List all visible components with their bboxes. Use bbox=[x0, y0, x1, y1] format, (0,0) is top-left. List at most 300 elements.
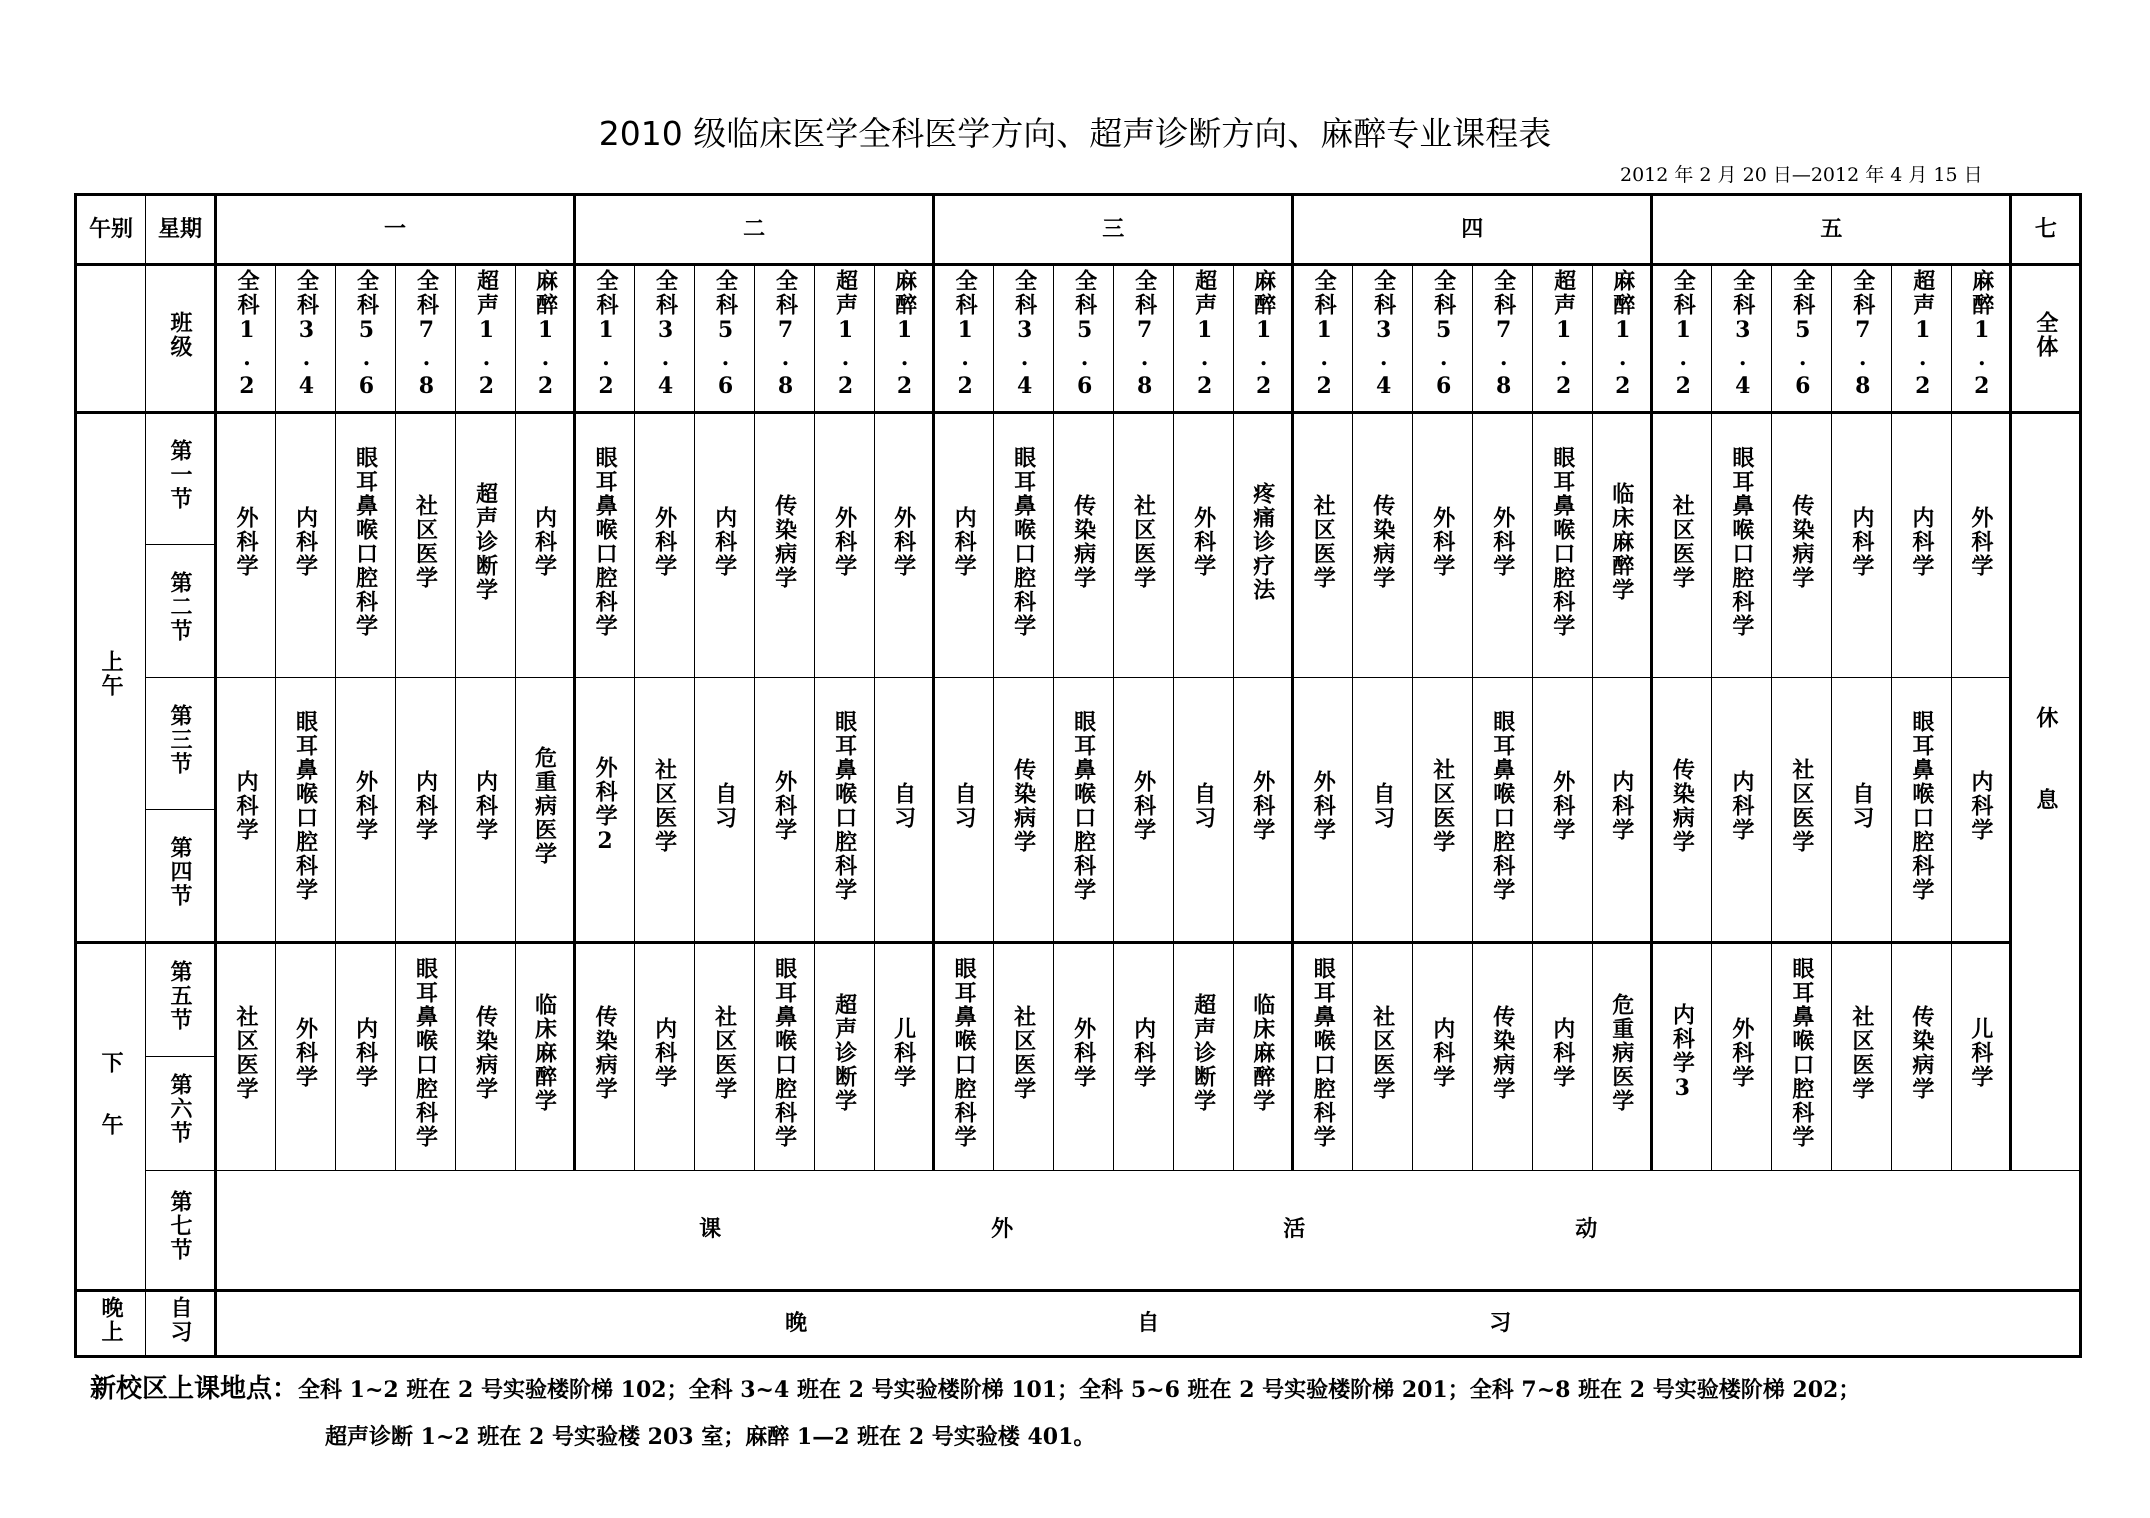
course-cell bbox=[216, 942, 276, 1170]
header-banji-text: 班级 bbox=[167, 310, 193, 359]
course-cell-text: 社区医学 bbox=[1130, 493, 1157, 590]
course-cell bbox=[1174, 412, 1234, 677]
course-cell-text: 儿科学 bbox=[1967, 1017, 1994, 1089]
class-header-text: 全科7.8 bbox=[1490, 268, 1517, 401]
class-header-text: 全科7.8 bbox=[772, 268, 799, 401]
day-header bbox=[934, 195, 1293, 265]
course-cell-text: 外科学 bbox=[651, 505, 678, 578]
course-cell-text: 外科学 bbox=[1070, 1017, 1097, 1089]
course-cell-text: 超声诊断学 bbox=[472, 481, 499, 602]
class-header bbox=[635, 265, 695, 413]
course-cell bbox=[1413, 942, 1473, 1170]
class-header-text: 全科5.6 bbox=[712, 268, 739, 401]
course-cell bbox=[276, 412, 336, 677]
course-cell-text: 社区医学 bbox=[1369, 1005, 1396, 1101]
period-6 bbox=[146, 1056, 216, 1170]
course-cell-text: 自习 bbox=[1848, 781, 1875, 830]
course-cell-text: 外科学 bbox=[1130, 769, 1157, 842]
course-cell bbox=[456, 412, 516, 677]
course-cell bbox=[1054, 677, 1114, 942]
class-header-text: 超声1.2 bbox=[1191, 268, 1218, 401]
class-header-text: 全科5.6 bbox=[1430, 268, 1457, 401]
class-header-text: 全科3.4 bbox=[1011, 268, 1038, 401]
period-2 bbox=[146, 545, 216, 678]
course-cell bbox=[1652, 412, 1712, 677]
day-header bbox=[1652, 195, 2011, 265]
course-cell-text: 传染病学 bbox=[771, 493, 798, 590]
course-cell-text: 儿科学 bbox=[890, 1017, 917, 1089]
class-header bbox=[1234, 265, 1293, 413]
class-header bbox=[1772, 265, 1832, 413]
page-title: 2010 级临床医学全科医学方向、超声诊断方向、麻醉专业课程表 bbox=[598, 114, 1552, 153]
course-cell bbox=[1114, 677, 1174, 942]
course-cell-text: 传染病学 bbox=[1369, 493, 1396, 590]
course-cell-text: 眼耳鼻喉口腔科学 bbox=[1489, 709, 1516, 902]
course-cell-text: 内科学 bbox=[951, 505, 978, 578]
course-cell-text: 社区医学 bbox=[412, 493, 439, 590]
course-cell-text: 传染病学 bbox=[1669, 757, 1696, 854]
course-cell bbox=[875, 942, 934, 1170]
day-header-text: 四 bbox=[1461, 215, 1484, 242]
course-cell bbox=[336, 677, 396, 942]
course-cell bbox=[396, 412, 456, 677]
course-cell bbox=[1473, 412, 1533, 677]
course-cell bbox=[1892, 412, 1952, 677]
course-cell-text: 自习 bbox=[1190, 781, 1217, 830]
day-header bbox=[1293, 195, 1652, 265]
course-cell-text: 内科学 bbox=[1608, 769, 1635, 842]
class-header bbox=[1413, 265, 1473, 413]
course-cell bbox=[396, 942, 456, 1170]
evening-zixi bbox=[146, 1290, 216, 1356]
day-header-text: 一 bbox=[384, 215, 407, 242]
class-header-all bbox=[2011, 265, 2081, 413]
course-cell bbox=[875, 412, 934, 677]
class-header-text: 超声1.2 bbox=[1550, 268, 1577, 401]
location-note-line1 bbox=[90, 1368, 1860, 1405]
course-cell bbox=[1952, 677, 2011, 942]
course-cell bbox=[994, 677, 1054, 942]
course-cell-text: 社区医学 bbox=[1848, 1005, 1875, 1101]
course-cell bbox=[1593, 942, 1652, 1170]
course-cell-text: 眼耳鼻喉口腔科学 bbox=[1010, 445, 1037, 638]
course-cell bbox=[755, 677, 815, 942]
course-cell bbox=[1234, 677, 1293, 942]
course-cell bbox=[1712, 677, 1772, 942]
course-cell bbox=[1772, 412, 1832, 677]
course-cell-text: 社区医学 bbox=[1010, 1005, 1037, 1101]
class-header-text: 麻醉1.2 bbox=[532, 268, 559, 401]
course-cell-text: 眼耳鼻喉口腔科学 bbox=[951, 957, 978, 1149]
class-header-text: 全科5.6 bbox=[1071, 268, 1098, 401]
course-cell-text: 自习 bbox=[711, 781, 738, 830]
date-range: 2012 年 2 月 20 日—2012 年 4 月 15 日 bbox=[1620, 164, 1983, 186]
course-cell bbox=[695, 677, 755, 942]
course-cell-text: 内科学 bbox=[531, 505, 558, 578]
class-header-text: 全科1.2 bbox=[1311, 268, 1338, 401]
course-cell-text: 社区医学 bbox=[711, 1005, 738, 1101]
course-cell bbox=[456, 677, 516, 942]
header-blank bbox=[76, 265, 146, 413]
course-cell-text: 眼耳鼻喉口腔科学 bbox=[831, 709, 858, 902]
session-pm bbox=[76, 942, 146, 1290]
session-pm-text: 下午 bbox=[98, 1050, 124, 1175]
course-cell-text: 眼耳鼻喉口腔科学 bbox=[412, 957, 439, 1149]
course-cell-text: 外科学 bbox=[1728, 1017, 1755, 1089]
course-cell bbox=[336, 412, 396, 677]
period-3 bbox=[146, 677, 216, 810]
course-cell-text: 内科学 bbox=[1549, 1017, 1576, 1089]
course-cell-text: 社区医学 bbox=[1310, 493, 1337, 590]
course-cell-text: 外科学 bbox=[771, 769, 798, 842]
course-cell bbox=[1353, 677, 1413, 942]
header-banji bbox=[146, 265, 216, 413]
course-cell bbox=[1054, 942, 1114, 1170]
course-cell-text: 内科学 bbox=[1967, 769, 1994, 842]
course-cell bbox=[336, 942, 396, 1170]
class-header-text: 全科5.6 bbox=[353, 268, 380, 401]
class-header bbox=[1593, 265, 1652, 413]
class-header-all-text: 全体 bbox=[2032, 310, 2059, 359]
course-cell-text: 危重病医学 bbox=[1608, 993, 1635, 1113]
course-cell bbox=[1114, 412, 1174, 677]
course-cell bbox=[216, 412, 276, 677]
class-header-text: 全科7.8 bbox=[1131, 268, 1158, 401]
course-cell-text: 内科学 bbox=[651, 1017, 678, 1089]
course-cell bbox=[1772, 942, 1832, 1170]
course-cell-text: 社区医学 bbox=[1669, 493, 1696, 590]
session-am bbox=[76, 412, 146, 942]
period-1-text: 第一节 bbox=[167, 439, 193, 512]
course-cell-text: 传染病学 bbox=[592, 1005, 619, 1101]
course-cell-text: 眼耳鼻喉口腔科学 bbox=[292, 709, 319, 902]
course-cell-text: 内科学 bbox=[352, 1017, 379, 1089]
course-cell bbox=[934, 677, 994, 942]
course-cell bbox=[875, 677, 934, 942]
course-cell bbox=[1174, 942, 1234, 1170]
session-evening bbox=[76, 1290, 146, 1356]
course-cell-text: 外科学 bbox=[890, 505, 917, 578]
class-header-text: 全科5.6 bbox=[1789, 268, 1816, 401]
activity-char: 课 bbox=[699, 1215, 722, 1242]
class-header bbox=[216, 265, 276, 413]
course-cell-text: 内科学 bbox=[233, 769, 259, 842]
course-cell bbox=[755, 942, 815, 1170]
class-header bbox=[695, 265, 755, 413]
course-cell-text: 内科学 bbox=[412, 769, 439, 842]
course-cell bbox=[1533, 412, 1593, 677]
course-cell-text: 传染病学 bbox=[1010, 757, 1037, 854]
course-cell-text: 内科学 bbox=[1848, 505, 1875, 578]
class-header bbox=[336, 265, 396, 413]
course-cell bbox=[396, 677, 456, 942]
course-cell bbox=[1293, 677, 1353, 942]
period-4-text: 第四节 bbox=[167, 835, 193, 908]
course-cell-text: 眼耳鼻喉口腔科学 bbox=[1788, 957, 1815, 1149]
course-cell-text: 外科学 bbox=[1310, 769, 1337, 842]
course-cell bbox=[635, 942, 695, 1170]
course-cell bbox=[695, 412, 755, 677]
class-header-text: 全科1.2 bbox=[233, 268, 260, 401]
course-cell-text: 内科学 bbox=[292, 505, 319, 578]
evening-char: 晚 bbox=[785, 1309, 808, 1336]
class-header bbox=[1533, 265, 1593, 413]
header-wubie bbox=[76, 195, 146, 265]
course-cell-text: 外科学 bbox=[1967, 505, 1994, 578]
course-cell-text: 眼耳鼻喉口腔科学 bbox=[352, 445, 379, 638]
course-cell-text: 内科学 bbox=[1429, 1017, 1456, 1089]
class-header bbox=[276, 265, 336, 413]
evening-char: 自 bbox=[1137, 1309, 1160, 1336]
course-cell bbox=[1652, 677, 1712, 942]
course-cell-text: 传染病学 bbox=[472, 1005, 499, 1101]
course-cell bbox=[1533, 677, 1593, 942]
course-cell bbox=[1473, 677, 1533, 942]
class-header bbox=[1652, 265, 1712, 413]
course-cell bbox=[815, 942, 875, 1170]
course-cell bbox=[216, 677, 276, 942]
day-header bbox=[216, 195, 575, 265]
course-cell bbox=[516, 942, 575, 1170]
activity-cell bbox=[216, 1170, 2081, 1290]
day-header-7-text: 七 bbox=[2034, 215, 2057, 242]
course-cell-text: 超声诊断学 bbox=[831, 993, 858, 1113]
course-cell-text: 眼耳鼻喉口腔科学 bbox=[1070, 709, 1097, 902]
location-note-text: 全科 1~2 班在 2 号实验楼阶梯 102；全科 3~4 班在 2 号实验楼阶梯 101；全科 5~6 班在 2 号实验楼阶梯 201；全科 7~8 班在 2 号实验楼阶梯 202； bbox=[298, 1377, 1861, 1403]
course-cell-text: 自习 bbox=[951, 781, 978, 830]
location-note-line2: 超声诊断 1~2 班在 2 号实验楼 203 室；麻醉 1—2 班在 2 号实验楼 401。 bbox=[325, 1424, 1096, 1450]
course-cell-text: 临床麻醉学 bbox=[1249, 993, 1276, 1113]
header-wubie-text: 午别 bbox=[88, 216, 133, 243]
course-cell-text: 眼耳鼻喉口腔科学 bbox=[592, 445, 619, 638]
course-cell bbox=[1593, 412, 1652, 677]
class-header-text: 超声1.2 bbox=[1909, 268, 1936, 401]
course-cell bbox=[1293, 942, 1353, 1170]
course-cell-text: 内科学 bbox=[1728, 769, 1755, 842]
header-xingqi bbox=[146, 195, 216, 265]
course-cell-text: 传染病学 bbox=[1788, 493, 1815, 590]
class-header bbox=[516, 265, 575, 413]
course-cell bbox=[1952, 942, 2011, 1170]
period-4 bbox=[146, 810, 216, 943]
period-6-text: 第六节 bbox=[167, 1073, 193, 1146]
class-header-text: 全科3.4 bbox=[1729, 268, 1756, 401]
course-cell bbox=[1413, 412, 1473, 677]
period-5-text: 第五节 bbox=[167, 960, 193, 1033]
class-header bbox=[396, 265, 456, 413]
class-header bbox=[1952, 265, 2011, 413]
activity-char: 活 bbox=[1283, 1215, 1306, 1242]
evening-cell bbox=[216, 1290, 2081, 1356]
class-header-text: 麻醉1.2 bbox=[1609, 268, 1636, 401]
course-cell bbox=[934, 942, 994, 1170]
course-cell bbox=[695, 942, 755, 1170]
period-1 bbox=[146, 412, 216, 545]
course-cell bbox=[1234, 412, 1293, 677]
course-cell bbox=[1772, 677, 1832, 942]
course-cell bbox=[575, 942, 635, 1170]
class-header bbox=[456, 265, 516, 413]
course-cell bbox=[1234, 942, 1293, 1170]
course-cell bbox=[1413, 677, 1473, 942]
class-header bbox=[994, 265, 1054, 413]
class-header-text: 麻醉1.2 bbox=[1968, 268, 1995, 401]
course-cell-text: 外科学 bbox=[831, 505, 858, 578]
course-cell bbox=[1533, 942, 1593, 1170]
class-header-text: 全科3.4 bbox=[293, 268, 320, 401]
class-header-text: 全科3.4 bbox=[652, 268, 679, 401]
sunday-cell bbox=[2011, 412, 2081, 1170]
activity-char: 动 bbox=[1575, 1215, 1598, 1242]
course-cell bbox=[994, 412, 1054, 677]
course-cell-text: 社区医学 bbox=[1788, 757, 1815, 854]
evening-zixi-text: 自习 bbox=[167, 1295, 193, 1344]
course-cell-text: 外科学 bbox=[1549, 769, 1576, 842]
course-cell-text: 眼耳鼻喉口腔科学 bbox=[1908, 709, 1935, 902]
course-cell bbox=[994, 942, 1054, 1170]
course-cell bbox=[575, 412, 635, 677]
course-cell-text: 自习 bbox=[1369, 781, 1396, 830]
class-header bbox=[1473, 265, 1533, 413]
course-cell bbox=[635, 677, 695, 942]
period-3-text: 第三节 bbox=[167, 703, 193, 776]
course-cell-text: 社区医学 bbox=[651, 757, 678, 854]
course-cell-text: 内科学 bbox=[472, 769, 499, 842]
period-7-text: 第七节 bbox=[167, 1189, 193, 1262]
course-cell-text: 外科学 bbox=[1489, 505, 1516, 578]
course-cell-text: 眼耳鼻喉口腔科学 bbox=[1310, 957, 1337, 1149]
period-7 bbox=[146, 1170, 216, 1290]
course-cell-text: 社区医学 bbox=[1429, 757, 1456, 854]
class-header-text: 麻醉1.2 bbox=[1250, 268, 1277, 401]
class-header bbox=[575, 265, 635, 413]
course-cell bbox=[456, 942, 516, 1170]
session-evening-text: 晚上 bbox=[98, 1295, 124, 1344]
course-cell-text: 内科学3 bbox=[1669, 1003, 1696, 1103]
course-cell-text: 眼耳鼻喉口腔科学 bbox=[1728, 445, 1755, 638]
course-cell-text: 传染病学 bbox=[1908, 1005, 1935, 1101]
class-header-text: 超声1.2 bbox=[473, 268, 500, 401]
timetable bbox=[74, 193, 2082, 1358]
sunday-cell-text: 休息 bbox=[2032, 706, 2059, 870]
course-cell bbox=[1892, 942, 1952, 1170]
header-xingqi-text: 星期 bbox=[157, 216, 202, 243]
evening-char: 习 bbox=[1489, 1309, 1512, 1336]
class-header-text: 全科7.8 bbox=[1849, 268, 1876, 401]
course-cell bbox=[1114, 942, 1174, 1170]
course-cell bbox=[1652, 942, 1712, 1170]
course-cell bbox=[516, 412, 575, 677]
class-header-text: 全科1.2 bbox=[952, 268, 979, 401]
course-cell bbox=[1353, 942, 1413, 1170]
course-cell-text: 传染病学 bbox=[1070, 493, 1097, 590]
period-5 bbox=[146, 942, 216, 1056]
course-cell bbox=[516, 677, 575, 942]
class-header bbox=[1832, 265, 1892, 413]
period-2-text: 第二节 bbox=[167, 571, 193, 644]
course-cell bbox=[1353, 412, 1413, 677]
course-cell-text: 传染病学 bbox=[1489, 1005, 1516, 1101]
course-cell bbox=[1293, 412, 1353, 677]
course-cell bbox=[1712, 412, 1772, 677]
session-am-text: 上午 bbox=[98, 649, 124, 698]
course-cell-text: 外科学 bbox=[1190, 505, 1217, 578]
class-header bbox=[1892, 265, 1952, 413]
course-cell-text: 内科学 bbox=[1130, 1017, 1157, 1089]
class-header bbox=[815, 265, 875, 413]
course-cell-text: 社区医学 bbox=[233, 1005, 259, 1101]
course-cell bbox=[1952, 412, 2011, 677]
course-cell bbox=[1712, 942, 1772, 1170]
course-cell bbox=[815, 677, 875, 942]
day-header-text: 三 bbox=[1102, 215, 1125, 242]
class-header-text: 全科7.8 bbox=[413, 268, 440, 401]
course-cell bbox=[1174, 677, 1234, 942]
class-header bbox=[1353, 265, 1413, 413]
course-cell bbox=[276, 942, 336, 1170]
class-header bbox=[755, 265, 815, 413]
course-cell-text: 外科学 bbox=[1249, 769, 1276, 842]
course-cell bbox=[1593, 677, 1652, 942]
course-cell-text: 自习 bbox=[890, 781, 917, 830]
course-cell-text: 眼耳鼻喉口腔科学 bbox=[771, 957, 798, 1149]
course-cell-text: 外科学2 bbox=[592, 755, 619, 856]
class-header bbox=[934, 265, 994, 413]
course-cell bbox=[276, 677, 336, 942]
day-header-7 bbox=[2011, 195, 2081, 265]
course-cell bbox=[815, 412, 875, 677]
activity-char: 外 bbox=[991, 1215, 1014, 1242]
class-header-text: 全科1.2 bbox=[1670, 268, 1697, 401]
course-cell-text: 内科学 bbox=[1908, 505, 1935, 578]
class-header bbox=[875, 265, 934, 413]
course-cell-text: 外科学 bbox=[1429, 505, 1456, 578]
class-header-text: 全科3.4 bbox=[1370, 268, 1397, 401]
course-cell bbox=[1473, 942, 1533, 1170]
course-cell-text: 外科学 bbox=[352, 769, 379, 842]
course-cell-text: 超声诊断学 bbox=[1190, 993, 1217, 1113]
location-note-lead: 新校区上课地点： bbox=[90, 1374, 299, 1404]
class-header bbox=[1293, 265, 1353, 413]
course-cell bbox=[1892, 677, 1952, 942]
class-header bbox=[1114, 265, 1174, 413]
course-cell bbox=[934, 412, 994, 677]
course-cell-text: 临床麻醉学 bbox=[531, 993, 558, 1113]
class-header-text: 超声1.2 bbox=[832, 268, 859, 401]
class-header bbox=[1054, 265, 1114, 413]
day-header bbox=[575, 195, 934, 265]
class-header-text: 麻醉1.2 bbox=[891, 268, 918, 401]
class-header bbox=[1174, 265, 1234, 413]
course-cell-text: 外科学 bbox=[233, 505, 259, 578]
course-cell bbox=[575, 677, 635, 942]
course-cell bbox=[635, 412, 695, 677]
course-cell bbox=[1832, 412, 1892, 677]
course-cell bbox=[1832, 942, 1892, 1170]
day-header-text: 五 bbox=[1820, 215, 1843, 242]
class-header-text: 全科1.2 bbox=[593, 268, 620, 401]
class-header bbox=[1712, 265, 1772, 413]
course-cell-text: 眼耳鼻喉口腔科学 bbox=[1549, 445, 1576, 638]
course-cell bbox=[1832, 677, 1892, 942]
course-cell-text: 内科学 bbox=[711, 505, 738, 578]
course-cell-text: 外科学 bbox=[292, 1017, 319, 1089]
course-cell-text: 疼痛诊疗法 bbox=[1249, 481, 1276, 602]
course-cell-text: 危重病医学 bbox=[531, 745, 558, 866]
course-cell-text: 临床麻醉学 bbox=[1608, 481, 1635, 602]
course-cell bbox=[755, 412, 815, 677]
day-header-text: 二 bbox=[743, 215, 766, 242]
